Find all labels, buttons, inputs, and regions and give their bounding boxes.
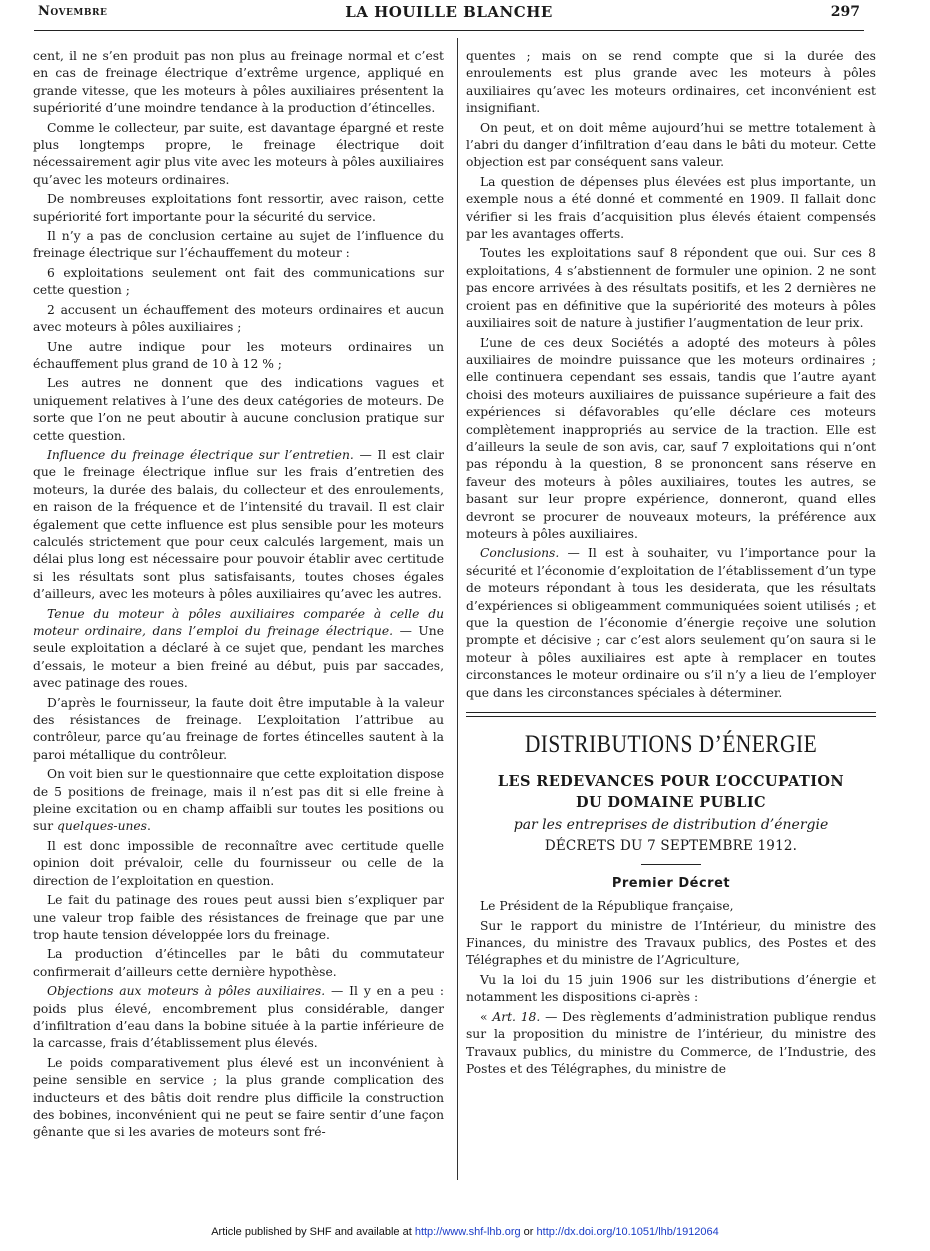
positions-italic: quelques-unes [57, 819, 147, 834]
entretien-text: — Il est clair que le freinage électrique influe sur les frais d’entretien des moteurs, la durée des balais, du collecteur et des enroulements, en raison de la fréquence et de l’intensité du travail. Il est clair également que cette influence est plus sensible pour les moteurs calculés strictement que pour ceux calculés largement, mais un délai plus long est nécessaire pour pouvoir établir avec certitude si les résultats sont plus satisfaisants, toutes choses égales d’ailleurs, avec les moteurs à pôles auxiliaires qu’avec les autres. [33, 447, 444, 602]
paragraph: quentes ; mais on se rend compte que si la durée des enroulements est plus grande avec les moteurs à pôles auxiliaires qu’avec les moteurs ordinaires, cet inconvénient est insignifiant. [466, 49, 876, 116]
paragraph: D’après le fournisseur, la faute doit être imputable à la valeur des résistances de freinage. L’exploitation l’attribue au contrôleur, parce qu’au freinage de fortes étincelles sautent à la paroi métallique du contrôleur. [33, 695, 444, 762]
paragraph: Toutes les exploitations sauf 8 répondent que oui. Sur ces 8 exploitations, 4 s’abstiennent de formuler une opinion. 2 ne sont pas encore arrivées à des résultats positifs, et les 2 dernières ne croient pas en définitive que la supériorité des moteurs à pôles auxiliaires soit de nature à justifier l’augmentation de leur prix. [466, 246, 876, 331]
paragraph: Il n’y a pas de conclusion certaine au sujet de l’influence du freinage électrique sur l’échauffement du moteur : [33, 229, 444, 261]
positions-text: On voit bien sur le questionnaire que cette exploitation dispose de 5 positions de freinage, mais il n’est pas dit si elle freine à pleine excitation ou en champ affaibli sur toutes les positions ou sur [33, 767, 444, 834]
footer-or: or [520, 1226, 537, 1238]
footer-link-shf[interactable]: http://www.shf-lhb.org [414, 1226, 521, 1238]
decret-heading: Premier Décret [611, 875, 731, 891]
positions-end: . [147, 819, 151, 834]
article-subtitle: par les entreprises de distribution d’énergie [513, 817, 829, 834]
article-18-paragraph [466, 1009, 876, 1079]
paragraph: 6 exploitations seulement ont fait des communications sur cette question ; [33, 265, 444, 298]
paragraph: Le poids comparativement plus élevé est un inconvénient à peine sensible en service ; la plus grande complication des inducteurs et des bâtis doit rendre plus difficile la construction des bobines, inconvénient qui ne peut se faire sentir d’une façon gênante que si les avaries de moteurs sont fré- [33, 1055, 444, 1140]
paragraph: La question de dépenses plus élevées est plus importante, un exemple nous a été donné et commenté en 1909. Il fallait donc vérifier si les frais d’acquisition plus élevés étaient compensés par les avantages offerts. [466, 174, 876, 242]
header-rule [34, 30, 864, 31]
paragraph: Une autre indique pour les moteurs ordinaires un échauffement plus grand de 10 à 12 % ; [33, 339, 444, 371]
section-title: DISTRIBUTIONS D’ÉNERGIE [524, 731, 818, 759]
paragraph: De nombreuses exploitations font ressortir, avec raison, cette supériorité fort importante pour la sécurité du service. [33, 192, 444, 224]
tenue-text: — Une seule exploitation a déclaré à ce sujet que, pendant les marches d’essais, le moteur a bien freiné au début, puis par saccades, avec patinage des roues. [33, 624, 444, 691]
paragraph: Les autres ne donnent que des indications vagues et uniquement relatives à l’une des deux catégories de moteurs. De sorte que l’on ne peut aboutir à aucune conclusion pratique sur cette question. [33, 376, 444, 443]
entretien-paragraph [33, 447, 444, 604]
footer [0, 1226, 930, 1238]
column-divider [457, 38, 458, 1180]
paragraph: L’une de ces deux Sociétés a adopté des moteurs à pôles auxiliaires de moindre puissance que les moteurs ordinaires ; elle continuera cependant ses essais, tandis que l’autre ayant choisi des moteurs auxiliaires de puissance supérieure a fait des expériences si défavorables qu’elle déclare ces moteurs complètement inappropriés au service de la traction. Elle est d’ailleurs la seule de son avis, car, sauf 7 exploitations qui n’ont pas répondu à la question, 8 se prononcent sans réserve en faveur des moteurs à pôles auxiliaires, toutes les autres, se basant sur leur propre expérience, donneront, quand elles devront se procurer de nouveaux moteurs, la préférence aux moteurs à pôles auxiliaires. [466, 335, 876, 541]
right-column [466, 48, 876, 1080]
short-rule [641, 864, 701, 865]
left-column [33, 48, 444, 1144]
section-rule [466, 716, 876, 717]
journal-title: LA HOUILLE BLANCHE [345, 3, 553, 21]
decrets-date: DÉCRETS DU 7 SEPTEMBRE 1912. [544, 838, 798, 855]
article-18-label: Art. 18. [492, 1009, 541, 1024]
objections-paragraph [33, 983, 444, 1053]
paragraph: Le Président de la République française, [480, 899, 734, 914]
objections-text: — Il y en a peu : poids plus élevé, encombrement plus considérable, danger d’infiltration d’eau dans la bobine située à la partie inférieure de la carcasse, frais d’établissement plus élevés. [33, 984, 444, 1051]
conclusions-text: — Il est à souhaiter, vu l’importance pour la sécurité et l’économie d’exploitation de l’établissement d’un type de moteurs répondant à tous les desiderata, que les résultats d’expériences si obligeamment communiquées soient utilisés ; et que la question de l’économie d’énergie reçoive une solution prompte et décisive ; car c’est alors seulement qu’on saura si le moteur à pôles auxiliaires est apte à remplacer en toutes circonstances le moteur ordinaire ou s’il n’y a lieu de l’employer que dans les circonstances spéciales à déterminer. [466, 546, 876, 700]
conclusions-paragraph [466, 545, 876, 702]
header-month: Novembre [38, 4, 108, 19]
article-title: LES REDEVANCES POUR L’OCCUPATION [497, 773, 845, 791]
tenue-paragraph [33, 606, 444, 693]
conclusions-heading: Conclusions. [480, 546, 560, 561]
section-rule [466, 712, 876, 713]
paragraph: Le fait du patinage des roues peut aussi bien s’expliquer par une valeur trop faible des résistances de freinage que par une trop haute tension développée lors du freinage. [33, 893, 444, 942]
footer-text: Article published by SHF and available at [211, 1226, 415, 1238]
entretien-heading: Influence du freinage électrique sur l’entretien. [47, 447, 354, 462]
paragraph: Sur le rapport du ministre de l’Intérieur, du ministre des Finances, du ministre des Travaux publics, des Postes et des Télégraphes et du ministre de l’Agriculture, [466, 918, 876, 968]
paragraph: Comme le collecteur, par suite, est davantage épargné et reste plus longtemps propre, le freinage électrique doit nécessairement agir plus vite avec les moteurs à pôles auxiliaires qu’avec les moteurs ordinaires. [33, 120, 444, 187]
paragraph: Il est donc impossible de reconnaître avec certitude quelle opinion doit prévaloir, celle du fournisseur ou celle de la direction de l’exploitation en question. [33, 838, 444, 888]
paragraph: Vu la loi du 15 juin 1906 sur les distributions d’énergie et notamment les dispositions ci-après : [466, 972, 876, 1005]
article-title-line-2: DU DOMAINE PUBLIC [575, 794, 767, 812]
paragraph: La production d’étincelles par le bâti du commutateur confirmerait d’ailleurs cette dernière hypothèse. [33, 947, 444, 979]
article-18-text: — Des règlements d’administration publique rendus sur la proposition du ministre de l’intérieur, du ministre des Travaux publics, du ministre du Commerce, de l’Industrie, des Postes et des Télégraphes, du ministre de [466, 1009, 877, 1076]
footer-link-doi[interactable]: http://dx.doi.org/10.1051/lhb/1912064 [536, 1226, 719, 1238]
page-header [38, 4, 860, 24]
paragraph: On peut, et on doit même aujourd’hui se mettre totalement à l’abri du danger d’infiltration d’eau dans le bâti du moteur. Cette objection est par conséquent sans valeur. [466, 120, 876, 170]
positions-paragraph [33, 766, 444, 836]
page-number: 297 [830, 4, 860, 20]
paragraph: cent, il ne s’en produit pas non plus au freinage normal et c’est en cas de freinage électrique d’extrême urgence, appliqué en grande vitesse, que les moteurs à pôles auxiliaires présentent la supériorité d’une moindre tendance à la production d’étincelles. [33, 49, 444, 116]
paragraph: 2 accusent un échauffement des moteurs ordinaires et aucun avec moteurs à pôles auxiliaires ; [33, 302, 444, 335]
quote-mark: « [480, 1009, 493, 1024]
tenue-heading: Tenue du moteur à pôles auxiliaires comparée à celle du moteur ordinaire, dans l’emploi du freinage électrique. [33, 606, 444, 638]
objections-heading: Objections aux moteurs à pôles auxiliaires. [47, 984, 326, 999]
